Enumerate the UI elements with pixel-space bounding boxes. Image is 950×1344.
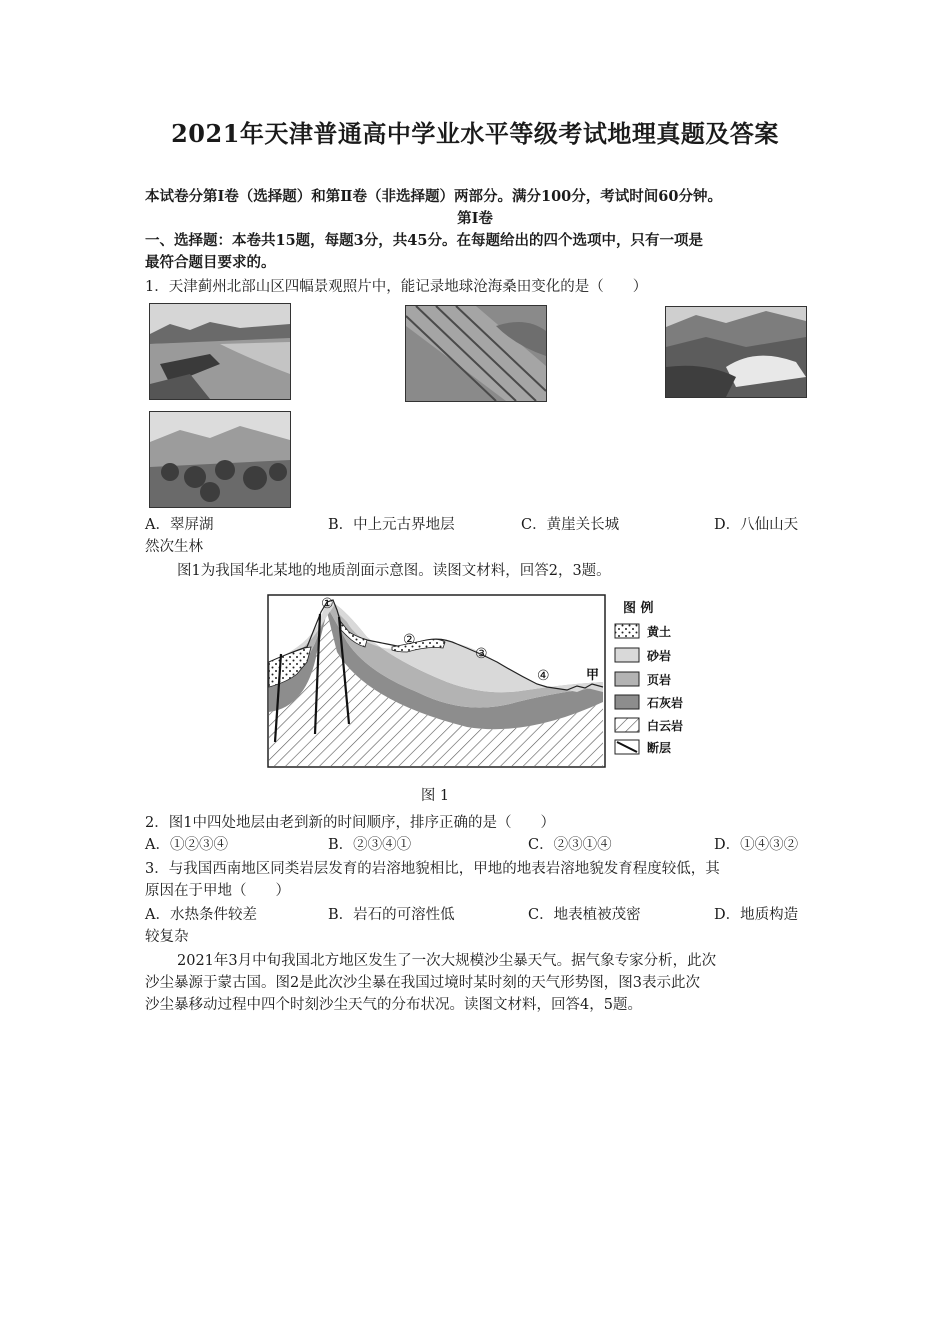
q3-option-a: A．水热条件较差 [145, 907, 257, 923]
passage-line2: 沙尘暴源于蒙古国。图2是此次沙尘暴在我国过境时某时刻的天气形势图，图3表示此次 [145, 975, 700, 991]
question-3-stem-line2: 原因在于甲地（ ） [145, 883, 290, 899]
q1-option-c: C．黄崖关长城 [521, 517, 620, 533]
q3-option-b: B．岩石的可溶性低 [328, 907, 455, 923]
section-heading-line2: 最符合题目要求的。 [145, 254, 276, 271]
legend-sandstone [615, 648, 671, 663]
marker-4: ④ [537, 668, 550, 684]
passage-line1: 2021年3月中旬我国北方地区发生了一次大规模沙尘暴天气。据气象专家分析，此次 [177, 953, 717, 969]
page-title: 2021年天津普通高中学业水平等级考试地理真题及答案 [171, 119, 779, 148]
marker-1: ① [321, 596, 334, 612]
figure1-cross-section [267, 592, 707, 776]
svg-text:断层: 断层 [647, 741, 672, 755]
q2-option-d: D．①④③② [714, 837, 799, 853]
volume-heading: 第Ⅰ卷 [457, 210, 493, 227]
photo-lake [149, 303, 291, 400]
legend-loess [615, 624, 671, 639]
legend-fault [615, 740, 671, 755]
svg-text:页岩: 页岩 [647, 673, 672, 687]
q2-option-c: C．②③①④ [528, 837, 612, 853]
figure1-caption: 图 1 [420, 788, 450, 804]
svg-text:黄土: 黄土 [647, 625, 672, 639]
legend-limestone [615, 695, 683, 710]
marker-3: ③ [475, 646, 488, 662]
q2-option-b: B．②③④① [328, 837, 412, 853]
photo-strata [405, 305, 547, 402]
legend-shale [615, 672, 671, 687]
marker-2: ② [403, 632, 416, 648]
q1-option-a: A．翠屏湖 [145, 517, 214, 533]
question-1-stem: 1．天津蓟州北部山区四幅景观照片中，能记录地球沧海桑田变化的是（ ） [145, 279, 648, 295]
svg-text:砂岩: 砂岩 [647, 649, 672, 663]
q1-option-d-continued: 然次生林 [145, 539, 203, 555]
q3-option-d-continued: 较复杂 [145, 929, 189, 945]
passage-line3: 沙尘暴移动过程中四个时刻沙尘天气的分布状况。读图文材料，回答4，5题。 [145, 997, 642, 1013]
photo-great-wall [665, 306, 807, 398]
figure1-intro: 图1为我国华北某地的地质剖面示意图。读图文材料，回答2，3题。 [177, 563, 611, 579]
question-3-stem-line1: 3．与我国西南地区同类岩层发育的岩溶地貌相比，甲地的地表岩溶地貌发育程度较低，其 [145, 861, 720, 877]
section-heading-line1: 一、选择题：本卷共15题，每题3分，共45分。在每题给出的四个选项中，只有一项是 [145, 232, 703, 249]
svg-text:白云岩: 白云岩 [647, 719, 684, 733]
location-jia: 甲 [586, 668, 600, 683]
q1-option-b: B．中上元古界地层 [328, 517, 455, 533]
question-2-stem: 2．图1中四处地层由老到新的时间顺序，排序正确的是（ ） [145, 815, 555, 831]
svg-text:石灰岩: 石灰岩 [647, 696, 684, 710]
q1-option-d: D．八仙山天 [714, 517, 799, 533]
legend-title: 图 例 [623, 601, 654, 616]
photo-forest [149, 411, 291, 508]
q3-option-d: D．地质构造 [714, 907, 799, 923]
q2-option-a: A．①②③④ [145, 837, 228, 853]
exam-intro: 本试卷分第Ⅰ卷（选择题）和第Ⅱ卷（非选择题）两部分。满分100分，考试时间60分钟。 [145, 188, 722, 205]
legend-dolomite [615, 718, 683, 733]
q3-option-c: C．地表植被茂密 [528, 907, 641, 923]
